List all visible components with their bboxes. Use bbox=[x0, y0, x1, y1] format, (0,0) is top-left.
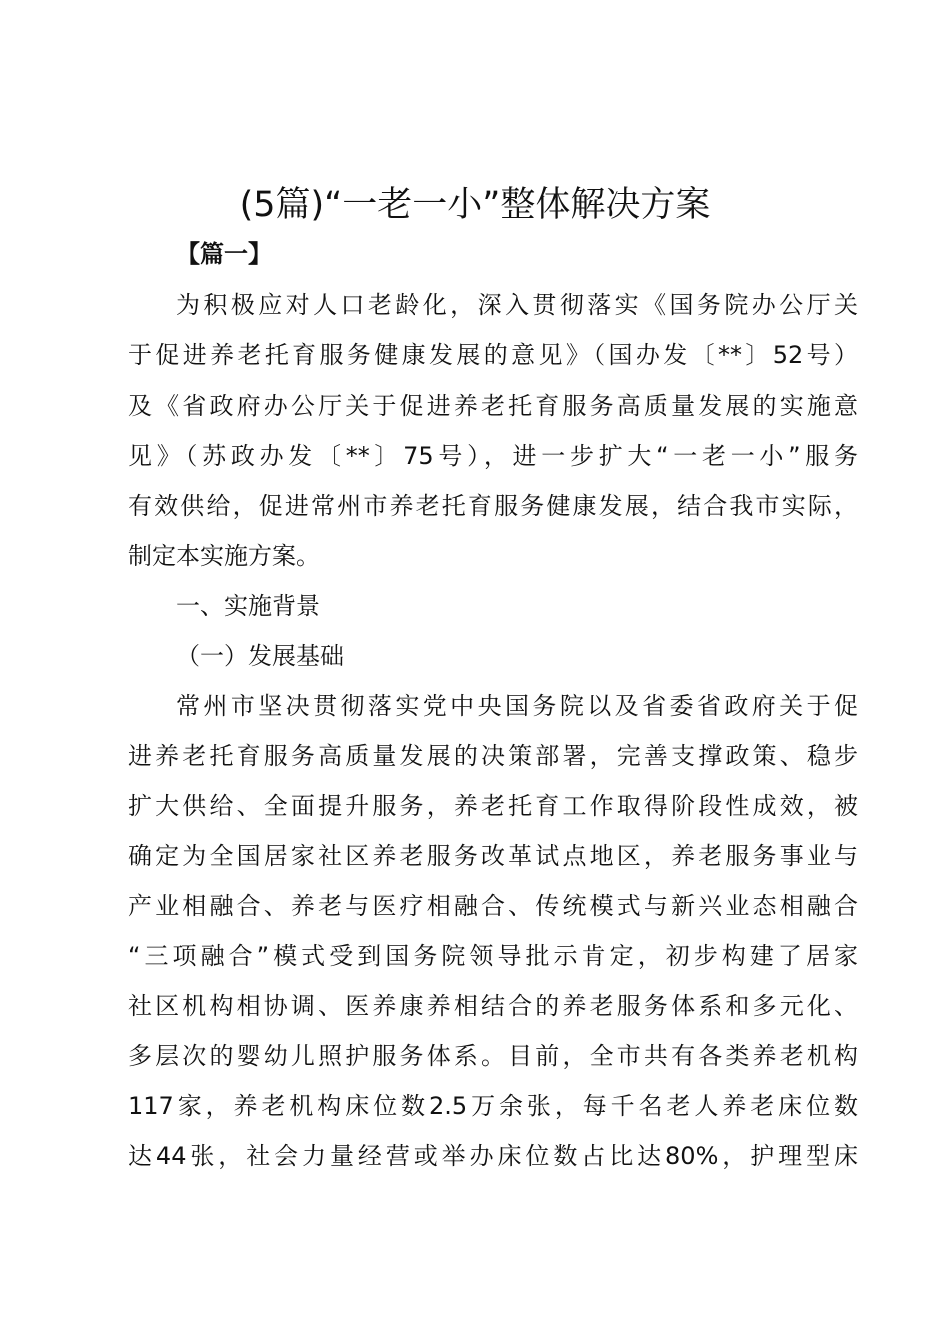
paragraph-line: 产业相融合、养老与医疗相融合、传统模式与新兴业态相融合 bbox=[128, 892, 858, 920]
paragraph-line: 社区机构相协调、医养康养相结合的养老服务体系和多元化、 bbox=[128, 992, 858, 1020]
paragraph-line: “三项融合”模式受到国务院领导批示肯定，初步构建了居家 bbox=[128, 942, 858, 970]
paragraph-line: 为积极应对人口老龄化，深入贯彻落实《国务院办公厅关 bbox=[176, 291, 858, 319]
paragraph-line: 确定为全国居家社区养老服务改革试点地区，养老服务事业与 bbox=[128, 842, 858, 870]
paragraph-line: 多层次的婴幼儿照护服务体系。目前，全市共有各类养老机构 bbox=[128, 1042, 858, 1070]
paragraph-line: 进养老托育服务高质量发展的决策部署，完善支撑政策、稳步 bbox=[128, 742, 858, 770]
section-heading: 一、实施背景 bbox=[176, 592, 320, 620]
paragraph-line: 扩大供给、全面提升服务，养老托育工作取得阶段性成效，被 bbox=[128, 792, 858, 820]
paragraph-line: 于促进养老托育服务健康发展的意见》（国办发〔**〕52号） bbox=[128, 341, 858, 369]
paragraph-line: 制定本实施方案。 bbox=[128, 542, 320, 570]
paragraph-line: 有效供给，促进常州市养老托育服务健康发展，结合我市实际， bbox=[128, 492, 858, 520]
section-label: 【篇一】 bbox=[176, 240, 272, 268]
paragraph-line: 达44张，社会力量经营或举办床位数占比达80%，护理型床 bbox=[128, 1142, 858, 1170]
document-title: (5篇)“一老一小”整体解决方案 bbox=[239, 185, 711, 225]
paragraph-line: 及《省政府办公厅关于促进养老托育服务高质量发展的实施意 bbox=[128, 392, 858, 420]
paragraph-line: 117家，养老机构床位数2.5万余张，每千名老人养老床位数 bbox=[128, 1092, 858, 1120]
paragraph-line: 见》（苏政办发〔**〕75号），进一步扩大“一老一小”服务 bbox=[128, 442, 858, 470]
subsection-heading: （一）发展基础 bbox=[176, 642, 344, 670]
paragraph-line: 常州市坚决贯彻落实党中央国务院以及省委省政府关于促 bbox=[176, 692, 858, 720]
